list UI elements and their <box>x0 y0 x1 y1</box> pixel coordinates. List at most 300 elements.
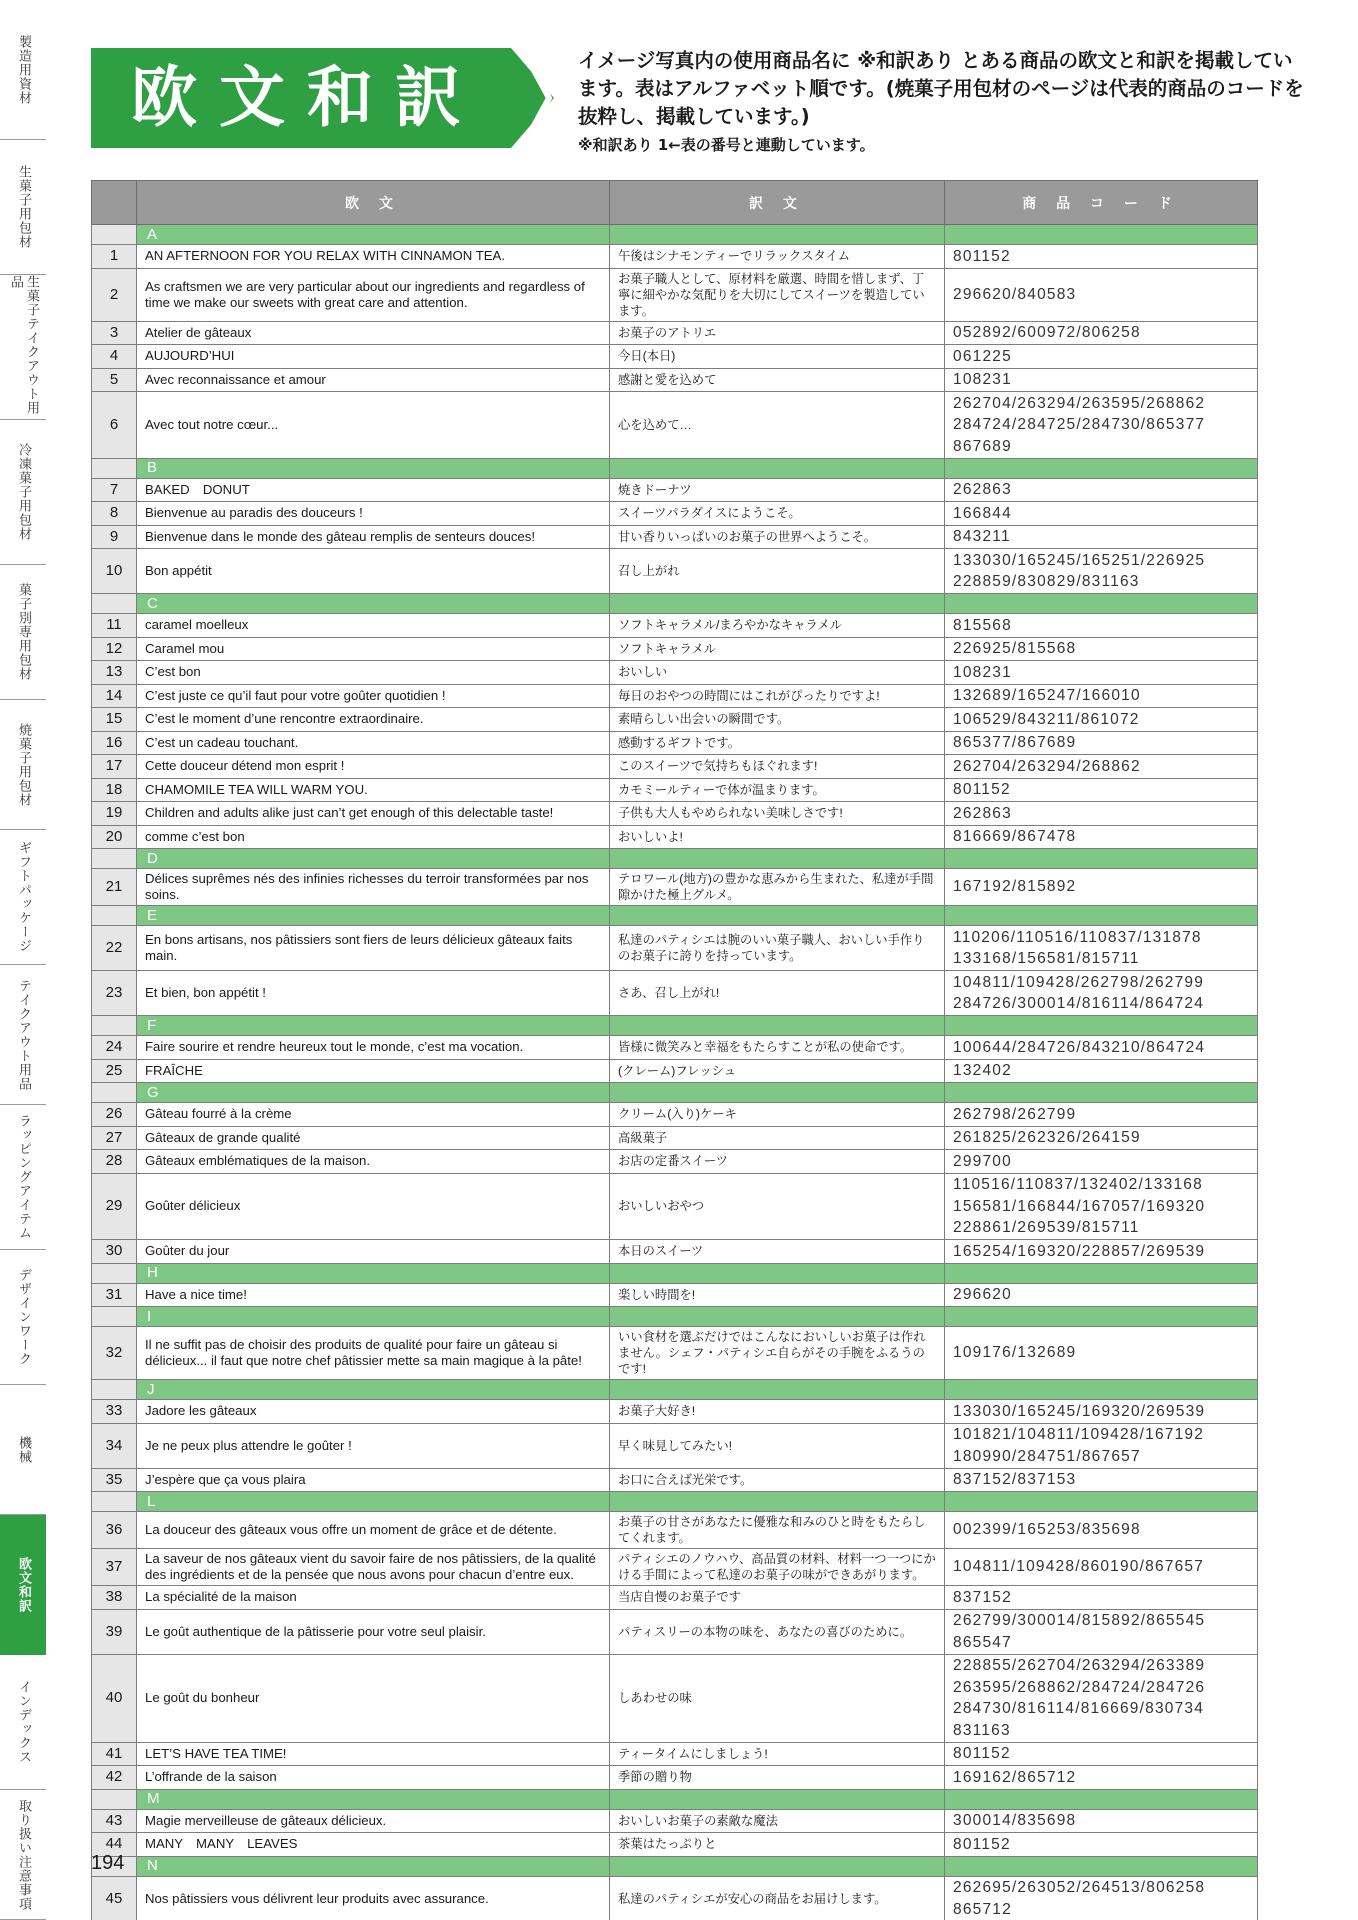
table-row <box>92 1327 1258 1380</box>
entry-number: 15 <box>92 708 137 732</box>
side-index-label: 製造用資材 <box>16 34 31 105</box>
product-code-line: 284724/284725/284730/865377 <box>953 416 1206 433</box>
product-code-cell <box>945 1327 1258 1380</box>
european-text: Atelier de gâteaux <box>137 321 610 345</box>
letter-empty-cell <box>610 225 945 245</box>
japanese-translation: クリーム(入り)ケーキ <box>610 1103 945 1127</box>
european-text: En bons artisans, nos pâtissiers sont fiers de leurs délicieux gâteaux faits main. <box>137 926 610 971</box>
letter-group-row <box>92 1016 1258 1036</box>
japanese-translation: 茶葉はたっぷりと <box>610 1833 945 1857</box>
product-code-cell <box>945 1468 1258 1492</box>
entry-number: 44 <box>92 1833 137 1857</box>
table-row <box>92 731 1258 755</box>
entry-number: 38 <box>92 1586 137 1610</box>
product-code-line: 284726/300014/816114/864724 <box>953 995 1205 1012</box>
japanese-translation: (クレーム)フレッシュ <box>610 1059 945 1083</box>
letter-empty-cell <box>610 1307 945 1327</box>
european-text: Gâteaux emblématiques de la maison. <box>137 1150 610 1174</box>
entry-number: 45 <box>92 1876 137 1920</box>
entry-number: 17 <box>92 755 137 779</box>
japanese-translation: おいしいよ! <box>610 825 945 849</box>
product-code-cell <box>945 1609 1258 1654</box>
table-row <box>92 926 1258 971</box>
european-text: As craftsmen we are very particular about our ingredients and regardless of time we make our sweets with great care and attention. <box>137 268 610 321</box>
table-row <box>92 684 1258 708</box>
product-code-line: 133030/165245/169320/269539 <box>953 1402 1206 1420</box>
entry-number: 21 <box>92 869 137 906</box>
product-code-cell <box>945 637 1258 661</box>
european-text: Caramel mou <box>137 637 610 661</box>
japanese-translation: 子供も大人もやめられない美味しさです! <box>610 802 945 826</box>
european-text: AUJOURD’HUI <box>137 345 610 369</box>
european-text: Je ne peux plus attendre le goûter ! <box>137 1423 610 1468</box>
japanese-translation: このスイーツで気持ちもほぐれます! <box>610 755 945 779</box>
side-index-label: 生菓子テイクアウト用品 <box>8 275 39 415</box>
letter-heading: G <box>137 1083 610 1103</box>
product-code-cell <box>945 661 1258 685</box>
side-index-tab[interactable] <box>0 965 46 1105</box>
letter-empty-cell <box>945 1307 1258 1327</box>
product-code-line: 228861/269539/815711 <box>953 1219 1140 1236</box>
product-code-cell <box>945 268 1258 321</box>
table-row <box>92 661 1258 685</box>
letter-group-row <box>92 849 1258 869</box>
table-row <box>92 1766 1258 1790</box>
product-code-line: 261825/262326/264159 <box>953 1129 1141 1146</box>
letter-empty-cell <box>945 849 1258 869</box>
table-row <box>92 1654 1258 1742</box>
product-code-cell <box>945 869 1258 906</box>
side-index-label: ギフトパッケージ <box>16 841 31 953</box>
entry-number: 40 <box>92 1654 137 1742</box>
letter-number-cell <box>92 849 137 869</box>
side-index-tab[interactable] <box>0 1515 46 1655</box>
entry-number: 23 <box>92 971 137 1016</box>
japanese-translation: 当店自慢のお菓子です <box>610 1586 945 1610</box>
japanese-translation: 季節の贈り物 <box>610 1766 945 1790</box>
japanese-translation: お菓子の甘さがあなたに優雅な和みのひと時をもたらしてくれます。 <box>610 1512 945 1549</box>
japanese-translation: ソフトキャラメル/まろやかなキャラメル <box>610 614 945 638</box>
product-code-cell <box>945 392 1258 459</box>
european-text: Bienvenue au paradis des douceurs ! <box>137 502 610 526</box>
product-code-line: 228859/830829/831163 <box>953 573 1140 590</box>
table-row <box>92 1036 1258 1060</box>
table-row <box>92 345 1258 369</box>
letter-group-row <box>92 225 1258 245</box>
table-row <box>92 245 1258 269</box>
european-text: C’est juste ce qu’il faut pour votre goûter quotidien ! <box>137 684 610 708</box>
entry-number: 19 <box>92 802 137 826</box>
letter-group-row <box>92 1263 1258 1283</box>
entry-number: 22 <box>92 926 137 971</box>
letter-number-cell <box>92 1263 137 1283</box>
letter-empty-cell <box>610 1380 945 1400</box>
european-text: La saveur de nos gâteaux vient du savoir faire de nos pâtissiers, de la qualité des ingrédients et de la pensée que nous avons pour chacun d’entre eux. <box>137 1549 610 1586</box>
european-text: Magie merveilleuse de gâteaux délicieux. <box>137 1809 610 1833</box>
entry-number: 29 <box>92 1173 137 1240</box>
product-code-cell <box>945 1512 1258 1549</box>
side-index-tab[interactable] <box>0 1105 46 1250</box>
japanese-translation: ソフトキャラメル <box>610 637 945 661</box>
letter-empty-cell <box>610 906 945 926</box>
product-code-cell <box>945 1059 1258 1083</box>
european-text: Gâteau fourré à la crème <box>137 1103 610 1127</box>
side-index-tab[interactable] <box>0 1250 46 1385</box>
entry-number: 24 <box>92 1036 137 1060</box>
product-code-line: 262798/262799 <box>953 1105 1077 1123</box>
product-code-line: 132402 <box>953 1062 1012 1079</box>
product-code-line: 262863 <box>953 804 1012 822</box>
japanese-translation: お店の定番スイーツ <box>610 1150 945 1174</box>
japanese-translation: いい食材を選ぶだけではこんなにおいしいお菓子は作れません。シェフ・パティシエ自らがその手腕をふるうのです! <box>610 1327 945 1380</box>
entry-number: 41 <box>92 1742 137 1766</box>
product-code-line: 106529/843211/861072 <box>953 710 1140 728</box>
entry-number: 10 <box>92 549 137 594</box>
side-index-label: 機械 <box>16 1435 31 1464</box>
table-row <box>92 502 1258 526</box>
entry-number: 33 <box>92 1400 137 1424</box>
header-product-code: 商 品 コ ー ド <box>945 181 1258 225</box>
table-row <box>92 1103 1258 1127</box>
letter-group-row <box>92 1380 1258 1400</box>
side-index-tab[interactable] <box>0 830 46 965</box>
product-code-line: 061225 <box>953 347 1012 365</box>
letter-empty-cell <box>610 849 945 869</box>
side-index-tab[interactable] <box>0 420 46 565</box>
glossary-table <box>91 180 1258 1920</box>
letter-heading: M <box>137 1789 610 1809</box>
japanese-translation: おいしいお菓子の素敵な魔法 <box>610 1809 945 1833</box>
side-index-tab[interactable] <box>0 1790 46 1920</box>
letter-empty-cell <box>945 906 1258 926</box>
japanese-translation: 感謝と愛を込めて <box>610 368 945 392</box>
european-text: Nos pâtissiers vous délivrent leur produits avec assurance. <box>137 1876 610 1920</box>
product-code-line: 837152 <box>953 1588 1012 1606</box>
entry-number: 39 <box>92 1609 137 1654</box>
european-text: C’est le moment d’une rencontre extraordinaire. <box>137 708 610 732</box>
side-index-tab[interactable] <box>0 565 46 700</box>
side-index-tab[interactable] <box>0 140 46 275</box>
japanese-translation: 甘い香りいっぱいのお菓子の世界へようこそ。 <box>610 525 945 549</box>
letter-number-cell <box>92 1307 137 1327</box>
european-text: Et bien, bon appétit ! <box>137 971 610 1016</box>
japanese-translation: 今日(本日) <box>610 345 945 369</box>
side-index-label: 菓子別専用包材 <box>16 583 31 681</box>
letter-group-row <box>92 1789 1258 1809</box>
entry-number: 31 <box>92 1283 137 1307</box>
product-code-line: 110206/110516/110837/131878 <box>953 928 1202 946</box>
letter-number-cell <box>92 1016 137 1036</box>
product-code-line: 815568 <box>953 616 1012 634</box>
entry-number: 18 <box>92 778 137 802</box>
table-row <box>92 1423 1258 1468</box>
european-text: comme c’est bon <box>137 825 610 849</box>
header-japanese: 訳 文 <box>610 181 945 225</box>
european-text: Délices suprêmes nés des infinies richesses du terroir transformées par nos soins. <box>137 869 610 906</box>
japanese-translation: 召し上がれ <box>610 549 945 594</box>
side-index-label: 欧文和訳 <box>16 1557 31 1613</box>
product-code-line: 299700 <box>953 1152 1012 1170</box>
table-row <box>92 525 1258 549</box>
product-code-line: 262695/263052/264513/806258 <box>953 1879 1206 1896</box>
product-code-cell <box>945 614 1258 638</box>
product-code-line: 165254/169320/228857/269539 <box>953 1242 1206 1260</box>
letter-number-cell <box>92 1789 137 1809</box>
table-row <box>92 549 1258 594</box>
japanese-translation: パティスリーの本物の味を、あなたの喜びのために。 <box>610 1609 945 1654</box>
table-row <box>92 1876 1258 1920</box>
side-index-tab[interactable] <box>0 0 46 140</box>
intro-note: ※和訳あり 1←表の番号と連動しています。 <box>578 136 875 154</box>
side-index-tab[interactable] <box>0 275 46 420</box>
japanese-translation: 素晴らしい出会いの瞬間です。 <box>610 708 945 732</box>
entry-number: 12 <box>92 637 137 661</box>
product-code-cell <box>945 684 1258 708</box>
table-row <box>92 971 1258 1016</box>
product-code-line: 180990/284751/867657 <box>953 1447 1141 1465</box>
european-text: Avec reconnaissance et amour <box>137 368 610 392</box>
product-code-line: 156581/166844/167057/169320 <box>953 1197 1206 1215</box>
letter-heading: H <box>137 1263 610 1283</box>
product-code-cell <box>945 708 1258 732</box>
letter-heading: N <box>137 1856 610 1876</box>
product-code-cell <box>945 1103 1258 1127</box>
letter-number-cell <box>92 1492 137 1512</box>
letter-empty-cell <box>945 225 1258 245</box>
japanese-translation: お菓子職人として、原材料を厳選、時間を惜しまず、丁寧に細やかな気配りを大切にしてスイーツを製造しています。 <box>610 268 945 321</box>
european-text: MANY MANY LEAVES <box>137 1833 610 1857</box>
letter-empty-cell <box>945 1016 1258 1036</box>
european-text: LET’S HAVE TEA TIME! <box>137 1742 610 1766</box>
side-index-tab[interactable] <box>0 1385 46 1515</box>
letter-group-row <box>92 1492 1258 1512</box>
entry-number: 8 <box>92 502 137 526</box>
entry-number: 30 <box>92 1240 137 1264</box>
side-index-label: デザインワーク <box>16 1268 31 1366</box>
product-code-cell <box>945 321 1258 345</box>
letter-empty-cell <box>945 594 1258 614</box>
product-code-cell <box>945 345 1258 369</box>
table-row <box>92 1609 1258 1654</box>
japanese-translation: 本日のスイーツ <box>610 1240 945 1264</box>
product-code-cell <box>945 1766 1258 1790</box>
table-row <box>92 1809 1258 1833</box>
product-code-cell <box>945 502 1258 526</box>
european-text: BAKED DONUT <box>137 478 610 502</box>
product-code-line: 108231 <box>953 371 1012 388</box>
japanese-translation: 感動するギフトです。 <box>610 731 945 755</box>
letter-number-cell <box>92 594 137 614</box>
letter-empty-cell <box>945 1263 1258 1283</box>
letter-number-cell <box>92 458 137 478</box>
product-code-line: 109176/132689 <box>953 1344 1077 1362</box>
european-text: Avec tout notre cœur... <box>137 392 610 459</box>
letter-group-row <box>92 1856 1258 1876</box>
letter-heading: E <box>137 906 610 926</box>
letter-empty-cell <box>945 1083 1258 1103</box>
european-text: Le goût authentique de la pâtisserie pour votre seul plaisir. <box>137 1609 610 1654</box>
side-index <box>0 0 46 1920</box>
product-code-cell <box>945 1423 1258 1468</box>
product-code-cell <box>945 1876 1258 1920</box>
product-code-line: 284730/816114/816669/830734 <box>953 1700 1205 1717</box>
product-code-line: 101821/104811/109428/167192 <box>953 1426 1205 1443</box>
product-code-cell <box>945 1400 1258 1424</box>
product-code-line: 132689/165247/166010 <box>953 687 1141 704</box>
table-header-row <box>92 181 1258 225</box>
letter-heading: A <box>137 225 610 245</box>
letter-empty-cell <box>610 1263 945 1283</box>
product-code-line: 831163 <box>953 1721 1011 1739</box>
product-code-cell <box>945 478 1258 502</box>
european-text: La douceur des gâteaux vous offre un moment de grâce et de détente. <box>137 1512 610 1549</box>
product-code-cell <box>945 825 1258 849</box>
letter-heading: J <box>137 1380 610 1400</box>
product-code-line: 865377/867689 <box>953 734 1077 751</box>
japanese-translation: 早く味見してみたい! <box>610 1423 945 1468</box>
european-text: Jadore les gâteaux <box>137 1400 610 1424</box>
table-row <box>92 1549 1258 1586</box>
letter-group-row <box>92 1307 1258 1327</box>
table-row <box>92 1742 1258 1766</box>
table-row <box>92 802 1258 826</box>
european-text: Le goût du bonheur <box>137 1654 610 1742</box>
table-row <box>92 1586 1258 1610</box>
european-text: Have a nice time! <box>137 1283 610 1307</box>
letter-empty-cell <box>945 1380 1258 1400</box>
japanese-translation: ティータイムにしましょう! <box>610 1742 945 1766</box>
japanese-translation: 心を込めて… <box>610 392 945 459</box>
product-code-cell <box>945 549 1258 594</box>
european-text: Faire sourire et rendre heureux tout le monde, c’est ma vocation. <box>137 1036 610 1060</box>
table-row <box>92 268 1258 321</box>
letter-empty-cell <box>610 458 945 478</box>
letter-number-cell <box>92 225 137 245</box>
table-row <box>92 1173 1258 1240</box>
product-code-line: 296620/840583 <box>953 285 1077 303</box>
entry-number: 34 <box>92 1423 137 1468</box>
table-row <box>92 1126 1258 1150</box>
letter-number-cell <box>92 1380 137 1400</box>
product-code-line: 867689 <box>953 437 1012 455</box>
letter-empty-cell <box>945 1492 1258 1512</box>
product-code-line: 133168/156581/815711 <box>953 950 1140 967</box>
entry-number: 1 <box>92 245 137 269</box>
letter-heading: L <box>137 1492 610 1512</box>
page-title: 欧文和訳 <box>131 59 483 136</box>
product-code-cell <box>945 1833 1258 1857</box>
letter-empty-cell <box>945 1789 1258 1809</box>
table-row <box>92 478 1258 502</box>
product-code-cell <box>945 778 1258 802</box>
letter-empty-cell <box>610 1016 945 1036</box>
japanese-translation: しあわせの味 <box>610 1654 945 1742</box>
product-code-line: 104811/109428/262798/262799 <box>953 973 1205 991</box>
letter-group-row <box>92 594 1258 614</box>
entry-number: 43 <box>92 1809 137 1833</box>
header-number <box>92 181 137 225</box>
letter-empty-cell <box>610 594 945 614</box>
japanese-translation: 高級菓子 <box>610 1126 945 1150</box>
table-row <box>92 1240 1258 1264</box>
table-row <box>92 708 1258 732</box>
entry-number: 42 <box>92 1766 137 1790</box>
side-index-label: ラッピングアイテム <box>16 1114 31 1240</box>
letter-heading: B <box>137 458 610 478</box>
product-code-cell <box>945 755 1258 779</box>
product-code-cell <box>945 1126 1258 1150</box>
side-index-tab[interactable] <box>0 700 46 830</box>
product-code-line: 801152 <box>953 1835 1011 1853</box>
table-row <box>92 614 1258 638</box>
european-text: AN AFTERNOON FOR YOU RELAX WITH CINNAMON TEA. <box>137 245 610 269</box>
product-code-line: 133030/165245/165251/226925 <box>953 551 1206 569</box>
japanese-translation: 皆様に微笑みと幸福をもたらすことが私の使命です。 <box>610 1036 945 1060</box>
entry-number: 7 <box>92 478 137 502</box>
product-code-line: 837152/837153 <box>953 1471 1077 1488</box>
entry-number: 5 <box>92 368 137 392</box>
letter-number-cell <box>92 906 137 926</box>
product-code-line: 262799/300014/815892/865545 <box>953 1612 1206 1629</box>
japanese-translation: 毎日のおやつの時間にはこれがぴったりですよ! <box>610 684 945 708</box>
product-code-cell <box>945 245 1258 269</box>
entry-number: 27 <box>92 1126 137 1150</box>
product-code-line: 104811/109428/860190/867657 <box>953 1558 1205 1576</box>
product-code-line: 226925/815568 <box>953 640 1077 657</box>
european-text: J’espère que ça vous plaira <box>137 1468 610 1492</box>
page-number: 194 <box>91 1852 125 1874</box>
european-text: L’offrande de la saison <box>137 1766 610 1790</box>
product-code-cell <box>945 802 1258 826</box>
entry-number: 6 <box>92 392 137 459</box>
european-text: caramel moelleux <box>137 614 610 638</box>
product-code-cell <box>945 1240 1258 1264</box>
table-row <box>92 637 1258 661</box>
product-code-line: 100644/284726/843210/864724 <box>953 1038 1206 1056</box>
product-code-line: 296620 <box>953 1286 1012 1303</box>
product-code-line: 110516/110837/132402/133168 <box>953 1176 1203 1193</box>
japanese-translation: 私達のパティシエが安心の商品をお届けします。 <box>610 1876 945 1920</box>
product-code-cell <box>945 926 1258 971</box>
product-code-cell <box>945 1036 1258 1060</box>
product-code-cell <box>945 1809 1258 1833</box>
product-code-line: 169162/865712 <box>953 1768 1077 1786</box>
european-text: Cette douceur détend mon esprit ! <box>137 755 610 779</box>
entry-number: 3 <box>92 321 137 345</box>
product-code-cell <box>945 1283 1258 1307</box>
japanese-translation: さあ、召し上がれ! <box>610 971 945 1016</box>
letter-empty-cell <box>610 1789 945 1809</box>
side-index-tab[interactable] <box>0 1655 46 1790</box>
table-row <box>92 321 1258 345</box>
side-index-label: 生菓子用包材 <box>16 165 31 249</box>
product-code-line: 262863 <box>953 481 1012 498</box>
japanese-translation: カモミールティーで体が温まります。 <box>610 778 945 802</box>
title-banner <box>91 48 554 148</box>
entry-number: 14 <box>92 684 137 708</box>
japanese-translation: 午後はシナモンティーでリラックスタイム <box>610 245 945 269</box>
european-text: Gâteaux de grande qualité <box>137 1126 610 1150</box>
entry-number: 35 <box>92 1468 137 1492</box>
product-code-cell <box>945 1654 1258 1742</box>
european-text: Goûter délicieux <box>137 1173 610 1240</box>
european-text: Children and adults alike just can’t get enough of this delectable taste! <box>137 802 610 826</box>
table-row <box>92 869 1258 906</box>
european-text: C’est bon <box>137 661 610 685</box>
product-code-line: 002399/165253/835698 <box>953 1521 1141 1539</box>
product-code-line: 300014/835698 <box>953 1812 1077 1829</box>
japanese-translation: お菓子のアトリエ <box>610 321 945 345</box>
